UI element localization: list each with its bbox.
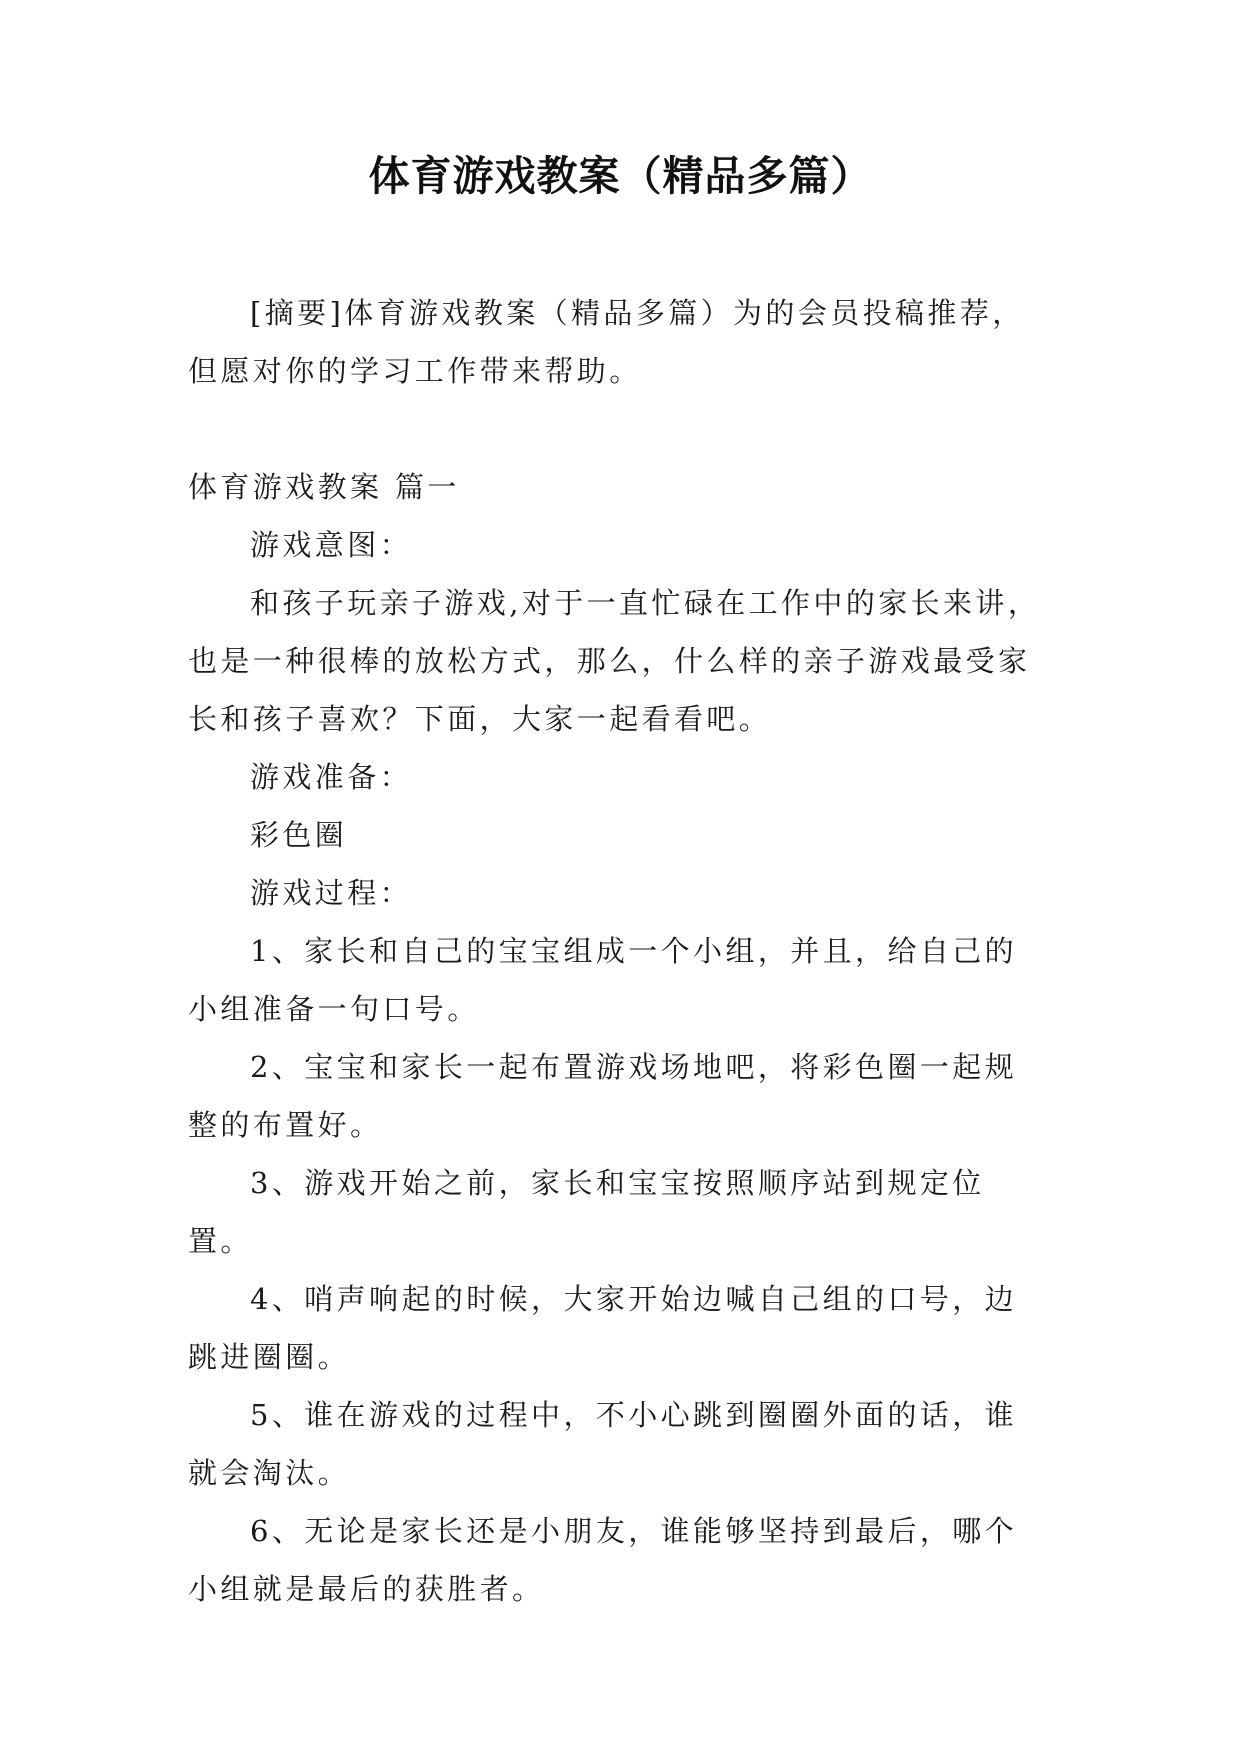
- paragraph: 彩色圈: [250, 818, 348, 852]
- paragraph: 1、家长和自己的宝宝组成一个小组，并且，给自己的小组准备一句口号。: [188, 934, 1018, 1026]
- section-body: [188, 458, 1048, 1618]
- paragraph: 4、哨声响起的时候，大家开始边喊自己组的口号，边跳进圈圈。: [188, 1282, 1018, 1374]
- abstract-text: [摘要]体育游戏教案（精品多篇）为的会员投稿推荐，但愿对你的学习工作带来帮助。: [188, 296, 1025, 388]
- paragraph: 3、游戏开始之前，家长和宝宝按照顺序站到规定位置。: [188, 1166, 985, 1258]
- paragraph: 游戏意图：: [250, 528, 413, 562]
- paragraph: 和孩子玩亲子游戏,对于一直忙碌在工作中的家长来讲，也是一种很棒的放松方式，那么，什么样的亲子游戏最受家长和孩子喜欢？下面，大家一起看看吧。: [188, 586, 1041, 736]
- section-heading: 体育游戏教案 篇一: [188, 470, 460, 504]
- paragraph: 2、宝宝和家长一起布置游戏场地吧，将彩色圈一起规整的布置好。: [188, 1050, 1018, 1142]
- paragraph: 游戏准备：: [250, 760, 413, 794]
- document-title: 体育游戏教案（精品多篇）: [368, 152, 873, 200]
- paragraph: 5、谁在游戏的过程中，不小心跳到圈圈外面的话，谁就会淘汰。: [188, 1398, 1018, 1490]
- paragraph: 6、无论是家长还是小朋友，谁能够坚持到最后，哪个小组就是最后的获胜者。: [188, 1514, 1018, 1606]
- paragraph: 游戏过程：: [250, 876, 413, 910]
- abstract-block: [188, 284, 1048, 400]
